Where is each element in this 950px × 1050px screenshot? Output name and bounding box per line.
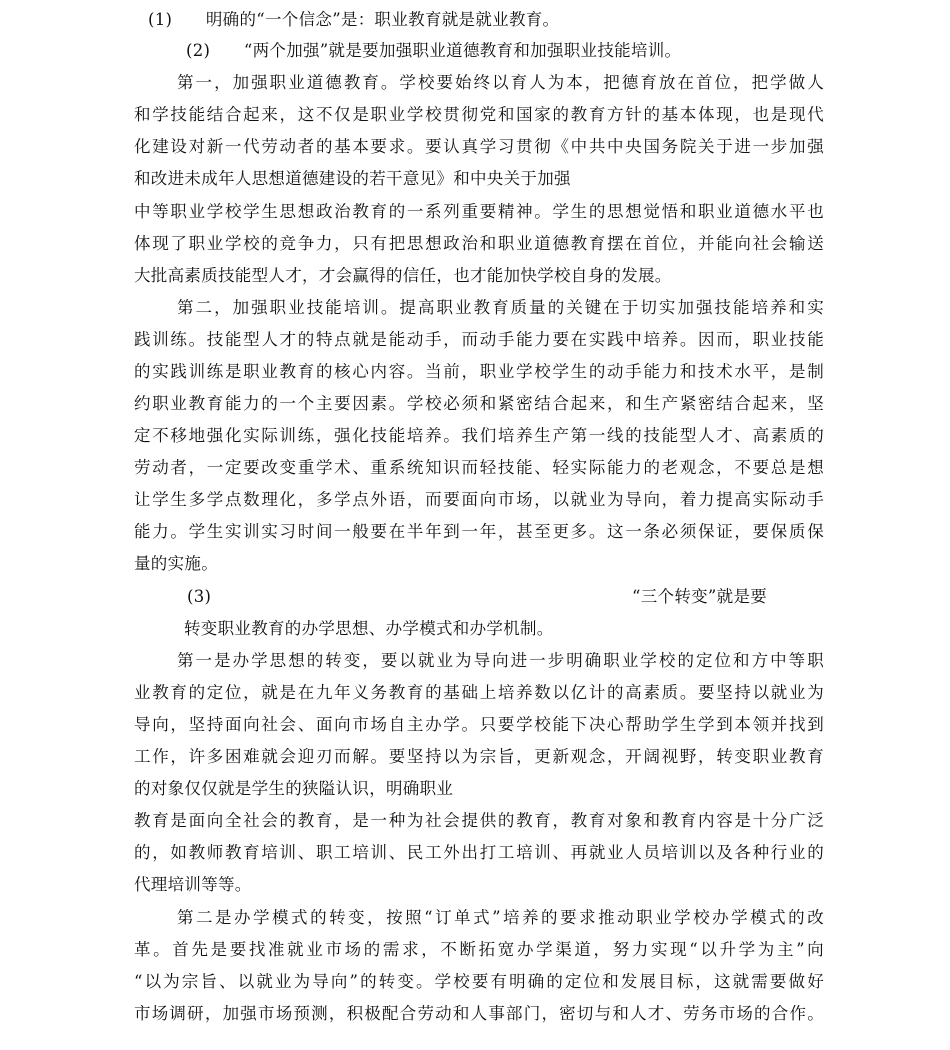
- paragraph-line: 劳动者，一定要改变重学术、重系统知识而轻技能、轻实际能力的老观念，不要总是想: [134, 458, 824, 477]
- paragraph-line: 体现了职业学校的竞争力，只有把思想政治和职业道德教育摆在首位，并能向社会输送: [134, 234, 824, 253]
- paragraph-line: “以为宗旨、以就业为导向”的转变。学校要有明确的定位和发展目标，这就需要做好: [134, 972, 824, 991]
- paragraph-line: 的实践训练是职业教育的核心内容。当前，职业学校学生的动手能力和技术水平，是制: [134, 362, 824, 381]
- paragraph-line: 代理培训等等。: [134, 875, 252, 894]
- paragraph-line: 市场调研，加强市场预测，积极配合劳动和人事部门，密切与和人才、劳务市场的合作。: [134, 1004, 824, 1023]
- paragraph-line: 工作，许多困难就会迎刃而解。要坚持以为宗旨，更新观念，开阔视野，转变职业教育: [134, 747, 824, 766]
- paragraph-line: 的，如教师教育培训、职工培训、民工外出打工培训、再就业人员培训以及各种行业的: [134, 843, 824, 862]
- paragraph-line: 第二是办学模式的转变，按照“订单式”培养的要求推动职业学校办学模式的改: [177, 908, 824, 927]
- paragraph-line: 约职业教育能力的一个主要因素。学校必须和紧密结合起来，和生产紧密结合起来，坚: [134, 394, 824, 413]
- paragraph-line: 践训练。技能型人才的特点就是能动手，而动手能力要在实践中培养。因而，职业技能: [134, 330, 824, 349]
- paragraph-line: 第一，加强职业道德教育。学校要始终以育人为本，把德育放在首位，把学做人: [177, 73, 824, 92]
- paragraph-line: 的对象仅仅就是学生的狭隘认识，明确职业: [134, 779, 454, 798]
- paragraph-line: 中等职业学校学生思想政治教育的一系列重要精神。学生的思想觉悟和职业道德水平也: [134, 202, 824, 221]
- paragraph-line: 教育是面向全社会的教育，是一种为社会提供的教育，教育对象和教育内容是十分广泛: [134, 811, 824, 830]
- paragraph-line: 定不移地强化实际训练，强化技能培养。我们培养生产第一线的技能型人才、高素质的: [134, 426, 824, 445]
- item-2-line: (2) “两个加强”就是要加强职业道德教育和加强职业技能培训。: [186, 41, 682, 60]
- paragraph-line: 让学生多学点数理化，多学点外语，而要面向市场，以就业为导向，着力提高实际动手: [134, 490, 824, 509]
- item-3-heading: “三个转变”就是要: [632, 587, 768, 606]
- item-1-line: (1) 明确的“一个信念”是：职业教育就是就业教育。: [148, 10, 560, 29]
- paragraph-line: 业教育的定位，就是在九年义务教育的基础上培养数以亿计的高素质。要坚持以就业为: [134, 683, 824, 702]
- paragraph-line: 量的实施。: [134, 554, 218, 573]
- paragraph-line: 革。首先是要找准就业市场的需求，不断拓宽办学渠道，努力实现“以升学为主”向: [134, 940, 824, 959]
- paragraph-line: 导向，坚持面向社会、面向市场自主办学。只要学校能下决心帮助学生学到本领并找到: [134, 715, 824, 734]
- paragraph-line: 化建设对新一代劳动者的基本要求。要认真学习贯彻《中共中央国务院关于进一步加强: [134, 137, 824, 156]
- item-3-continuation: 转变职业教育的办学思想、办学模式和办学机制。: [184, 619, 554, 638]
- paragraph-line: 大批高素质技能型人才，才会赢得的信任，也才能加快学校自身的发展。: [134, 266, 672, 285]
- paragraph-line: 第一是办学思想的转变，要以就业为导向进一步明确职业学校的定位和方中等职: [177, 651, 824, 670]
- paragraph-line: 能力。学生实训实习时间一般要在半年到一年，甚至更多。这一条必须保证，要保质保: [134, 522, 824, 541]
- paragraph-line: 和学技能结合起来，这不仅是职业学校贯彻党和国家的教育方针的基本体现，也是现代: [134, 105, 824, 124]
- paragraph-line: 和改进未成年人思想道德建设的若干意见》和中央关于加强: [134, 169, 571, 188]
- item-3-number: (3): [187, 587, 212, 606]
- paragraph-line: 第二，加强职业技能培训。提高职业教育质量的关键在于切实加强技能培养和实: [177, 298, 824, 317]
